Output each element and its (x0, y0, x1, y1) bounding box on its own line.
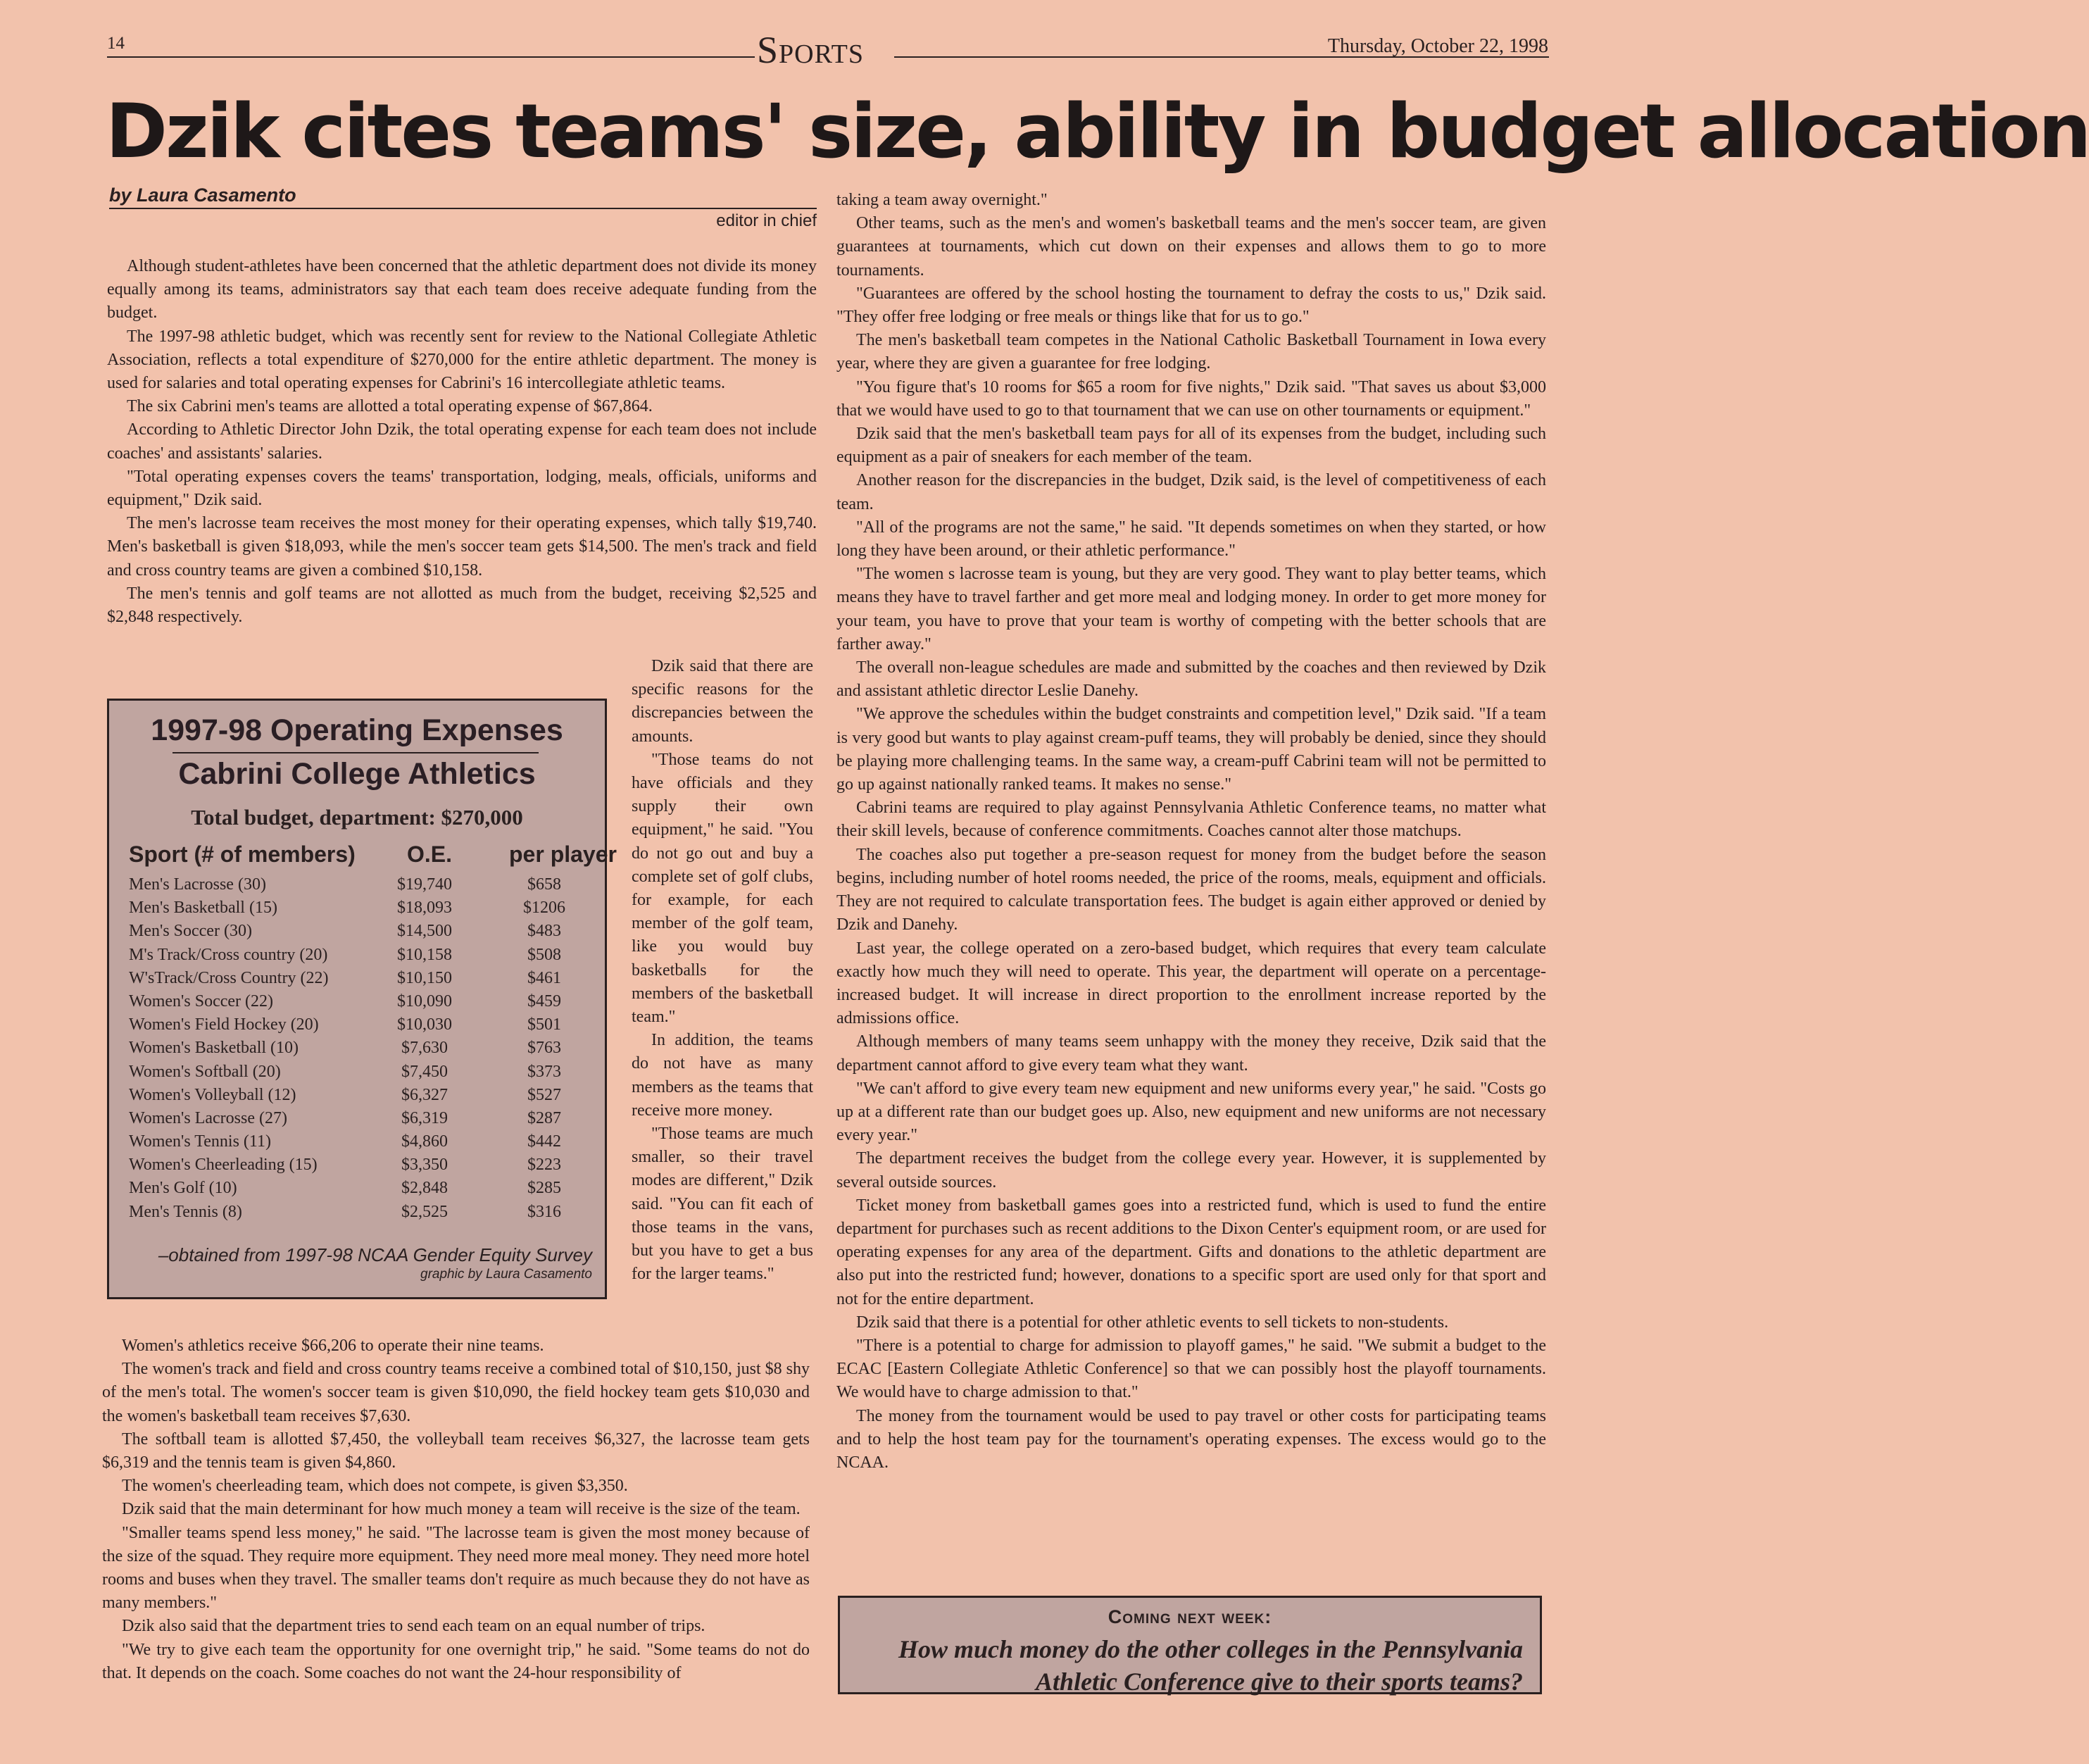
cell-sport: Women's Basketball (10) (129, 1039, 299, 1058)
article-column-2 (836, 189, 1546, 1475)
paragraph: Last year, the college operated on a zero-based budget, which requires that every team calculate exactly how much they will need to operate. This year, the department will operate on a percentage-increased budget. It will increase in direct proportion to the enrollment increase reported by the admissions office. (836, 939, 1546, 1028)
coming-next-week-box (838, 1596, 1542, 1694)
paragraph: Although members of many teams seem unhappy with the money they receive, Dzik said that the department cannot afford to give every team what they want. (836, 1032, 1546, 1075)
table-total-budget: Total budget, department: $270,000 (191, 805, 523, 830)
cell-per-player: $373 (527, 1062, 561, 1081)
paragraph: "Smaller teams spend less money," he said. "The lacrosse team is given the most money because of the size of the squad. They require more equipment. They need more meal money. They need more hotel rooms and buses when they travel. The smaller teams don't require as much because they do not have as many members." (102, 1523, 810, 1613)
paragraph: "We can't afford to give every team new equipment and new uniforms every year," he said. "Costs go up at a different rate than our budget goes up. Also, new equipment and new uniforms are not necessary every year." (836, 1079, 1546, 1145)
paragraph: Another reason for the discrepancies in the budget, Dzik said, is the level of competitiveness of each team. (836, 471, 1546, 513)
cell-sport: Men's Basketball (15) (129, 899, 277, 918)
table-row (129, 1132, 594, 1156)
cell-sport: M's Track/Cross country (20) (129, 945, 328, 964)
coming-next-week-label: Coming next week: (1108, 1606, 1272, 1627)
cell-sport: Women's Field Hockey (20) (129, 1015, 319, 1034)
paragraph: Dzik said that the main determinant for how much money a team will receive is the size of the team. (122, 1500, 801, 1519)
paragraph: The department receives the budget from the college every year. However, it is supplemented by several outside sources. (836, 1149, 1546, 1191)
cell-sport: Women's Volleyball (12) (129, 1085, 296, 1104)
page-number: 14 (107, 34, 125, 53)
cell-operating-expense: $3,350 (401, 1156, 448, 1175)
cell-operating-expense: $2,848 (401, 1179, 448, 1198)
paragraph: "We try to give each team the opportunity for one overnight trip," he said. "Some teams do not do that. It depends on the coach. Some coaches do not want the 24-hour responsibility of (102, 1640, 810, 1682)
cell-sport: Men's Golf (10) (129, 1179, 237, 1198)
cell-sport: Women's Tennis (11) (129, 1132, 272, 1151)
cell-per-player: $285 (527, 1179, 561, 1198)
table-row (129, 1179, 594, 1202)
cell-operating-expense: $6,319 (401, 1108, 448, 1127)
table-row (129, 1063, 594, 1086)
masthead-rule-left (107, 56, 755, 58)
table-title-divider (172, 752, 539, 753)
cell-per-player: $459 (527, 992, 561, 1011)
paragraph: "We approve the schedules within the budget constraints and competition level," Dzik said. "If a team is very good but wants to play against cream-puff teams, they will probably be denied, since they should be playing more challenging teams. In the same way, a cream-puff Cabrini team will not be permitted to go up against nationally ranked teams. It makes no sense." (836, 705, 1546, 794)
table-body (129, 875, 594, 1226)
table-row (129, 1109, 594, 1132)
table-row (129, 899, 594, 922)
paragraph: Cabrini teams are required to play against Pennsylvania Athletic Conference teams, no matter what their skill levels, because of conference commitments. Coaches cannot alter those matchups. (836, 799, 1546, 841)
cell-operating-expense: $19,740 (397, 875, 452, 894)
cell-per-player: $1206 (523, 899, 565, 918)
cell-per-player: $763 (527, 1039, 561, 1058)
cell-per-player: $483 (527, 922, 561, 941)
paragraph: Ticket money from basketball games goes into a restricted fund, which is used to fund the entire department for purchases such as recent additions to the Dixon Center's equipment room, or are used for operating expenses for any area of the department. Gifts and donations to the athletic department are also put into the restricted fund; however, donations to a specific sport are used only for that sport and not for the entire department. (836, 1196, 1546, 1308)
cell-per-player: $461 (527, 968, 561, 987)
table-row (129, 992, 594, 1015)
table-title-line2: Cabrini College Athletics (178, 757, 536, 791)
cell-operating-expense: $10,090 (397, 992, 452, 1011)
cell-operating-expense: $10,030 (397, 1015, 452, 1034)
table-row (129, 1156, 594, 1179)
paragraph: The six Cabrini men's teams are allotted a total operating expense of $67,864. (127, 397, 653, 416)
table-row (129, 922, 594, 945)
paragraph: The softball team is allotted $7,450, the volleyball team receives $6,327, the lacrosse team gets $6,319 and the tennis team is given $4,860. (102, 1430, 810, 1472)
coming-next-week-question: How much money do the other colleges in the Pennsylvania Athletic Conference give to their sports teams? (898, 1635, 1523, 1696)
article-column-narrow (632, 655, 813, 1286)
paragraph: Women's athletics receive $66,206 to operate their nine teams. (122, 1337, 544, 1355)
paragraph: "Total operating expenses covers the teams' transportation, lodging, meals, officials, uniforms and equipment," Dzik said. (107, 467, 817, 510)
article-column-1-top (107, 255, 817, 629)
byline-title: editor in chief (716, 211, 817, 230)
paragraph: The men's tennis and golf teams are not allotted as much from the budget, receiving $2,525 and $2,848 respectively. (107, 584, 817, 627)
paragraph: The men's lacrosse team receives the most money for their operating expenses, which tally $19,740. Men's basketball is given $18,093, while the men's soccer team gets $14,500. The men's track and field and cross country teams are given a combined $10,158. (107, 514, 817, 580)
paragraph: Other teams, such as the men's and women's basketball teams and the men's soccer team, are given guarantees at tournaments, which cut down on their expenses and allows them to go to more tournaments. (836, 214, 1546, 280)
header-sport: Sport (# of members) (129, 842, 356, 867)
table-row (129, 1203, 594, 1226)
cell-per-player: $287 (527, 1108, 561, 1127)
cell-per-player: $501 (527, 1015, 561, 1034)
byline: by Laura Casamento (109, 184, 817, 209)
paragraph: The men's basketball team competes in the National Catholic Basketball Tournament in Iowa every year, where they are given a guarantee for free lodging. (836, 331, 1546, 373)
paragraph: The money from the tournament would be used to pay travel or other costs for participating teams and to help the host team pay for the tournament's operating expenses. The excess would go to the NCAA. (836, 1406, 1546, 1472)
section-title: Sports (757, 29, 865, 71)
cell-per-player: $508 (527, 945, 561, 964)
paragraph: "Guarantees are offered by the school hosting the tournament to defray the costs to us," Dzik said. "They offer free lodging or free meals or things like that for us to go." (836, 284, 1546, 327)
cell-operating-expense: $4,860 (401, 1132, 448, 1151)
paragraph: "Those teams do not have officials and they supply their own equipment," he said. "You do not go out and buy a complete set of golf clubs, for example, for each member of the golf team, like you would buy basketballs for the members of the basketball team." (632, 750, 813, 1027)
paragraph: According to Athletic Director John Dzik, the total operating expense for each team does not include coaches' and assistants' salaries. (107, 420, 817, 463)
cell-per-player: $442 (527, 1132, 561, 1151)
cell-operating-expense: $10,150 (397, 968, 452, 987)
table-title-line1: 1997-98 Operating Expenses (151, 713, 563, 747)
table-row (129, 875, 594, 899)
cell-sport: Men's Lacrosse (30) (129, 875, 266, 894)
cell-operating-expense: $18,093 (397, 899, 452, 918)
table-row (129, 969, 594, 992)
expense-table-graphic (107, 699, 617, 1299)
paragraph: "The women s lacrosse team is young, but they are very good. They want to play better teams, which means they have to travel farther and get more meal and lodging money. In order to get more money for your team, you have to prove that your team is worthy of competing with the better schools that are farther away." (836, 565, 1546, 653)
table-row (129, 1086, 594, 1109)
article-column-1-bottom (102, 1334, 810, 1685)
paragraph: The 1997-98 athletic budget, which was recently sent for review to the National Collegiate Athletic Association, reflects a total expenditure of $270,000 for the entire athletic department. The money is used for salaries and total operating expenses for Cabrini's 16 intercollegiate athletic teams. (107, 327, 817, 393)
paragraph: Dzik said that there is a potential for other athletic events to sell tickets to non-students. (856, 1313, 1449, 1332)
paragraph: The women's cheerleading team, which does not compete, is given $3,350. (122, 1477, 628, 1496)
table-source-note: –obtained from 1997-98 NCAA Gender Equity Survey (158, 1244, 592, 1265)
paragraph: "You figure that's 10 rooms for $65 a room for five nights," Dzik said. "That saves us about $3,000 that we would have used to go to that tournament that we can use on other tournaments or equipment." (836, 377, 1546, 420)
paragraph: Dzik also said that the department tries to send each team on an equal number of trips. (122, 1617, 705, 1636)
cell-sport: Women's Lacrosse (27) (129, 1108, 287, 1127)
paragraph: "There is a potential to charge for admission to playoff games," he said. "We submit a budget to the ECAC [Eastern Collegiate Athletic Conference] so that we can possibly host the playoff tournaments. We would have to charge admission to that." (836, 1336, 1546, 1402)
paragraph: In addition, the teams do not have as many members as the teams that receive more money. (632, 1031, 813, 1120)
cell-sport: Women's Soccer (22) (129, 992, 273, 1011)
paragraph: taking a team away overnight." (836, 191, 1048, 209)
cell-operating-expense: $14,500 (397, 922, 452, 941)
paragraph: Dzik said that there are specific reasons for the discrepancies between the amounts. (632, 657, 813, 746)
cell-sport: Women's Cheerleading (15) (129, 1156, 318, 1175)
cell-per-player: $223 (527, 1156, 561, 1175)
paragraph: The coaches also put together a pre-season request for money from the budget before the season begins, including number of hotel rooms needed, the price of the rooms, meals, equipment and officials. They are not required to calculate transportation fees. The budget is again either approved or denied by Dzik and Danehy. (836, 845, 1546, 934)
header-per-player: per player (509, 842, 617, 867)
cell-per-player: $316 (527, 1202, 561, 1221)
table-row (129, 946, 594, 969)
table-row (129, 1039, 594, 1062)
header-oe: O.E. (407, 842, 453, 867)
issue-date: Thursday, October 22, 1998 (1327, 35, 1548, 57)
cell-sport: Women's Softball (20) (129, 1062, 281, 1081)
cell-per-player: $527 (527, 1085, 561, 1104)
paragraph: Dzik said that the men's basketball team pays for all of its expenses from the budget, including such equipment as a pair of sneakers for each member of the team. (836, 425, 1546, 467)
headline: Dzik cites teams' size, ability in budget allocation (106, 88, 2089, 175)
paragraph: Although student-athletes have been concerned that the athletic department does not divide its money equally among its teams, administrators say that each team does receive adequate funding from the budget. (107, 257, 817, 323)
cell-operating-expense: $10,158 (397, 945, 452, 964)
table-credit: graphic by Laura Casamento (420, 1267, 592, 1282)
paragraph: "Those teams are much smaller, so their travel modes are different," Dzik said. "You can fit each of those teams in the vans, but you have to get a bus for the larger teams." (632, 1125, 813, 1284)
cell-operating-expense: $7,630 (401, 1039, 448, 1058)
cell-sport: Men's Soccer (30) (129, 922, 252, 941)
cell-operating-expense: $2,525 (401, 1202, 448, 1221)
cell-operating-expense: $6,327 (401, 1085, 448, 1104)
paragraph: The overall non-league schedules are made and submitted by the coaches and then reviewed by Dzik and assistant athletic director Leslie Danehy. (836, 658, 1546, 701)
paragraph: The women's track and field and cross country teams receive a combined total of $10,150, just $8 shy of the men's total. The women's soccer team is given $10,090, the field hockey team gets $10,030 and the women's basketball team receives $7,630. (102, 1360, 810, 1425)
cell-per-player: $658 (527, 875, 561, 894)
paragraph: "All of the programs are not the same," he said. "It depends sometimes on when they started, or how long they have been around, or their athletic performance." (836, 518, 1546, 561)
cell-operating-expense: $7,450 (401, 1062, 448, 1081)
table-row (129, 1015, 594, 1039)
cell-sport: Men's Tennis (8) (129, 1202, 242, 1221)
cell-sport: W'sTrack/Cross Country (22) (129, 968, 329, 987)
